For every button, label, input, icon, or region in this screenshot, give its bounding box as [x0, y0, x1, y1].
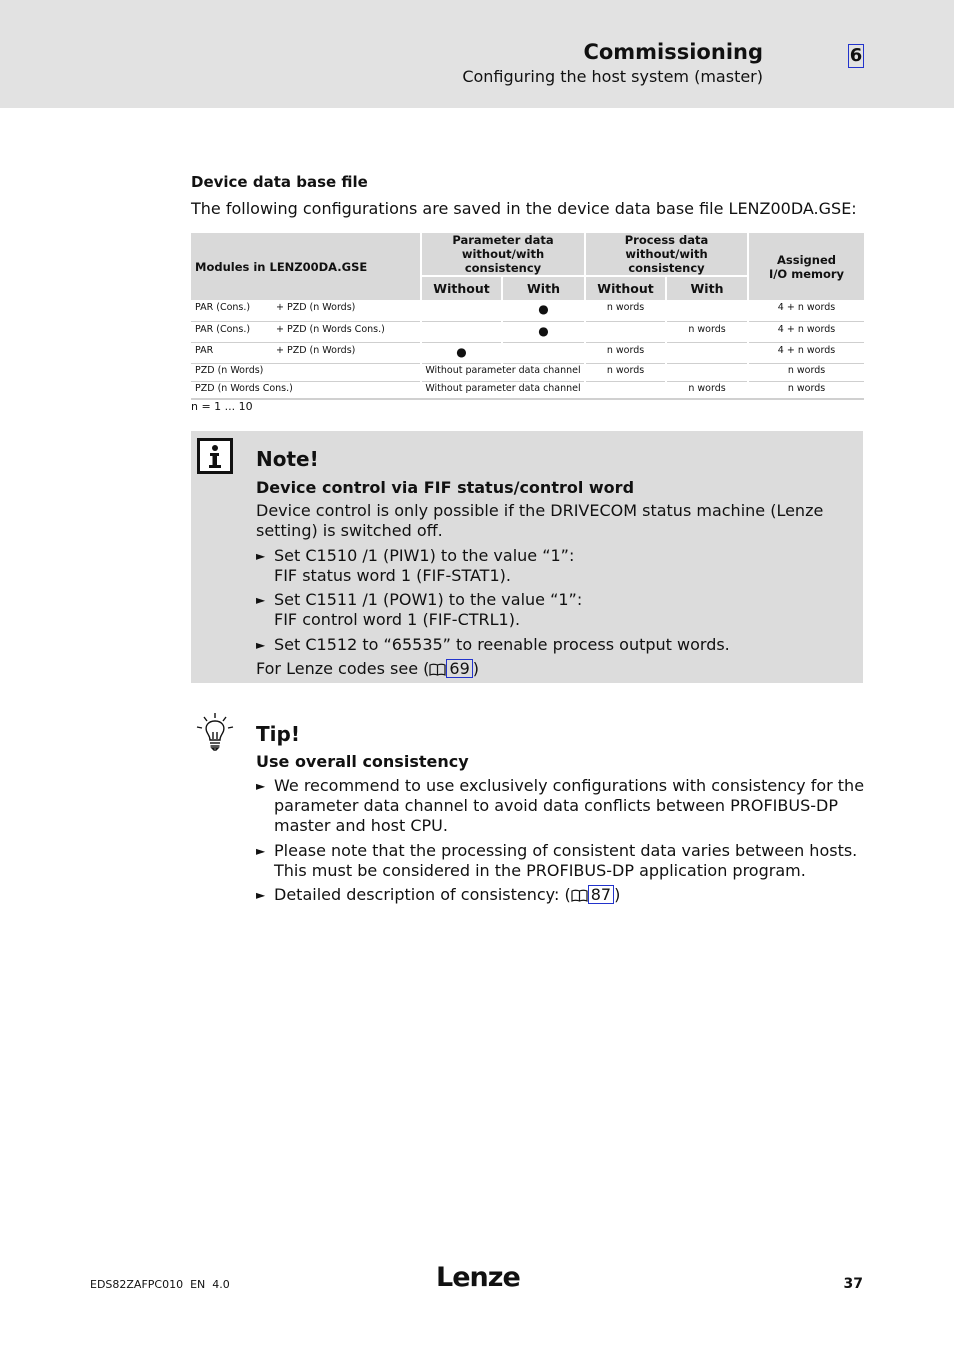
- table-row: [191, 363, 864, 381]
- section-heading: Device data base file: [191, 173, 368, 191]
- module-name: PAR (Cons.): [195, 302, 251, 313]
- book-icon: [571, 887, 588, 907]
- cell-proc-with: n words: [666, 381, 748, 399]
- modules-table: [191, 233, 864, 400]
- cell-proc-without: [585, 321, 666, 342]
- bullet-arrow-icon: ►: [256, 638, 266, 652]
- note-subheading: Device control via FIF status/control word: [256, 478, 635, 497]
- cell-param-without: [421, 300, 502, 321]
- table-row: [191, 321, 864, 342]
- bullet-arrow-icon: ►: [256, 844, 266, 858]
- table-row: [191, 342, 864, 363]
- module-pzd: + PZD (n Words Cons.): [276, 323, 385, 335]
- note-paragraph: Device control is only possible if the DRIVECOM status machine (Lenze setting) is switched off.: [256, 501, 824, 540]
- page-link-69[interactable]: 69: [446, 659, 472, 678]
- page-link-87[interactable]: 87: [588, 885, 614, 904]
- module-pzd: + PZD (n Words): [276, 344, 356, 356]
- header-param-without: Without: [421, 276, 502, 300]
- cell-assigned: n words: [748, 363, 864, 381]
- cell-param-span: Without parameter data channel: [421, 381, 585, 399]
- bullet-arrow-icon: ►: [256, 888, 266, 902]
- module-name: PZD (n Words Cons.): [191, 381, 421, 399]
- book-icon: [429, 661, 446, 680]
- cell-assigned: n words: [748, 381, 864, 399]
- module-name: PAR: [195, 344, 214, 356]
- cell-param-with: ●: [502, 300, 585, 321]
- lightbulb-icon: [196, 712, 236, 756]
- lenze-logo: Lenze: [436, 1262, 520, 1293]
- header-param-with: With: [502, 276, 585, 300]
- header-parameter-data: Parameter data without/with consistency: [421, 233, 585, 276]
- chapter-number-link[interactable]: 6: [849, 45, 863, 66]
- header-proc-without: Without: [585, 276, 666, 300]
- tip-subheading: Use overall consistency: [256, 752, 469, 771]
- header-process-data: Process data without/with consistency: [585, 233, 748, 276]
- header-modules: Modules in LENZ00DA.GSE: [191, 233, 421, 300]
- bullet-arrow-icon: ►: [256, 779, 266, 793]
- cell-proc-without: n words: [585, 300, 666, 321]
- note-box: Note! Device control via FIF status/control word Device control is only possible if the DRIVECOM status machine (Lenze setting) is switched off. ► Set C1510 /1 (PIW1) to the value “1”: FIF status word 1 (FIF-STAT1). ► Set C1511 /1 (POW1) to the value “1”: FIF control word 1 (FIF-CTRL1). ► Set C1512 to “65535” to reenable process output words. For Lenze codes see ( 69 ): [191, 431, 863, 683]
- cell-proc-with: [666, 300, 748, 321]
- cell-param-span: Without parameter data channel: [421, 363, 585, 381]
- module-pzd: + PZD (n Words): [276, 302, 356, 313]
- info-icon: [197, 438, 233, 474]
- cell-assigned: 4 + n words: [748, 321, 864, 342]
- cell-proc-without: n words: [585, 342, 666, 363]
- note-heading: Note!: [256, 447, 319, 471]
- table-row: [191, 381, 864, 399]
- module-name: PAR (Cons.): [195, 323, 251, 335]
- header-proc-with: With: [666, 276, 748, 300]
- table-footnote: n = 1 ... 10: [191, 400, 253, 413]
- cell-assigned: 4 + n words: [748, 300, 864, 321]
- bullet-arrow-icon: ►: [256, 549, 266, 563]
- bullet-arrow-icon: ►: [256, 593, 266, 607]
- page-number: 37: [843, 1276, 863, 1292]
- cell-param-without: [421, 321, 502, 342]
- cell-param-without: ●: [421, 342, 502, 363]
- header-assigned-memory: Assigned I/O memory: [748, 233, 864, 300]
- cell-proc-without: n words: [585, 363, 666, 381]
- cell-proc-with: [666, 363, 748, 381]
- cell-proc-with: n words: [666, 321, 748, 342]
- note-reference: For Lenze codes see ( 69 ): [256, 659, 479, 678]
- page-header: [0, 0, 954, 108]
- cell-param-with: [502, 342, 585, 363]
- tip-heading: Tip!: [256, 722, 300, 746]
- cell-proc-with: [666, 342, 748, 363]
- intro-paragraph: The following configurations are saved in the device data base file LENZ00DA.GSE:: [191, 199, 857, 218]
- module-name: PZD (n Words): [191, 363, 421, 381]
- table-row: [191, 300, 864, 321]
- cell-param-with: ●: [502, 321, 585, 342]
- cell-proc-without: [585, 381, 666, 399]
- document-id: EDS82ZAFPC010 EN 4.0: [90, 1278, 230, 1291]
- cell-assigned: 4 + n words: [748, 342, 864, 363]
- section-subtitle: Configuring the host system (master): [462, 67, 763, 86]
- chapter-title: Commissioning: [583, 40, 763, 64]
